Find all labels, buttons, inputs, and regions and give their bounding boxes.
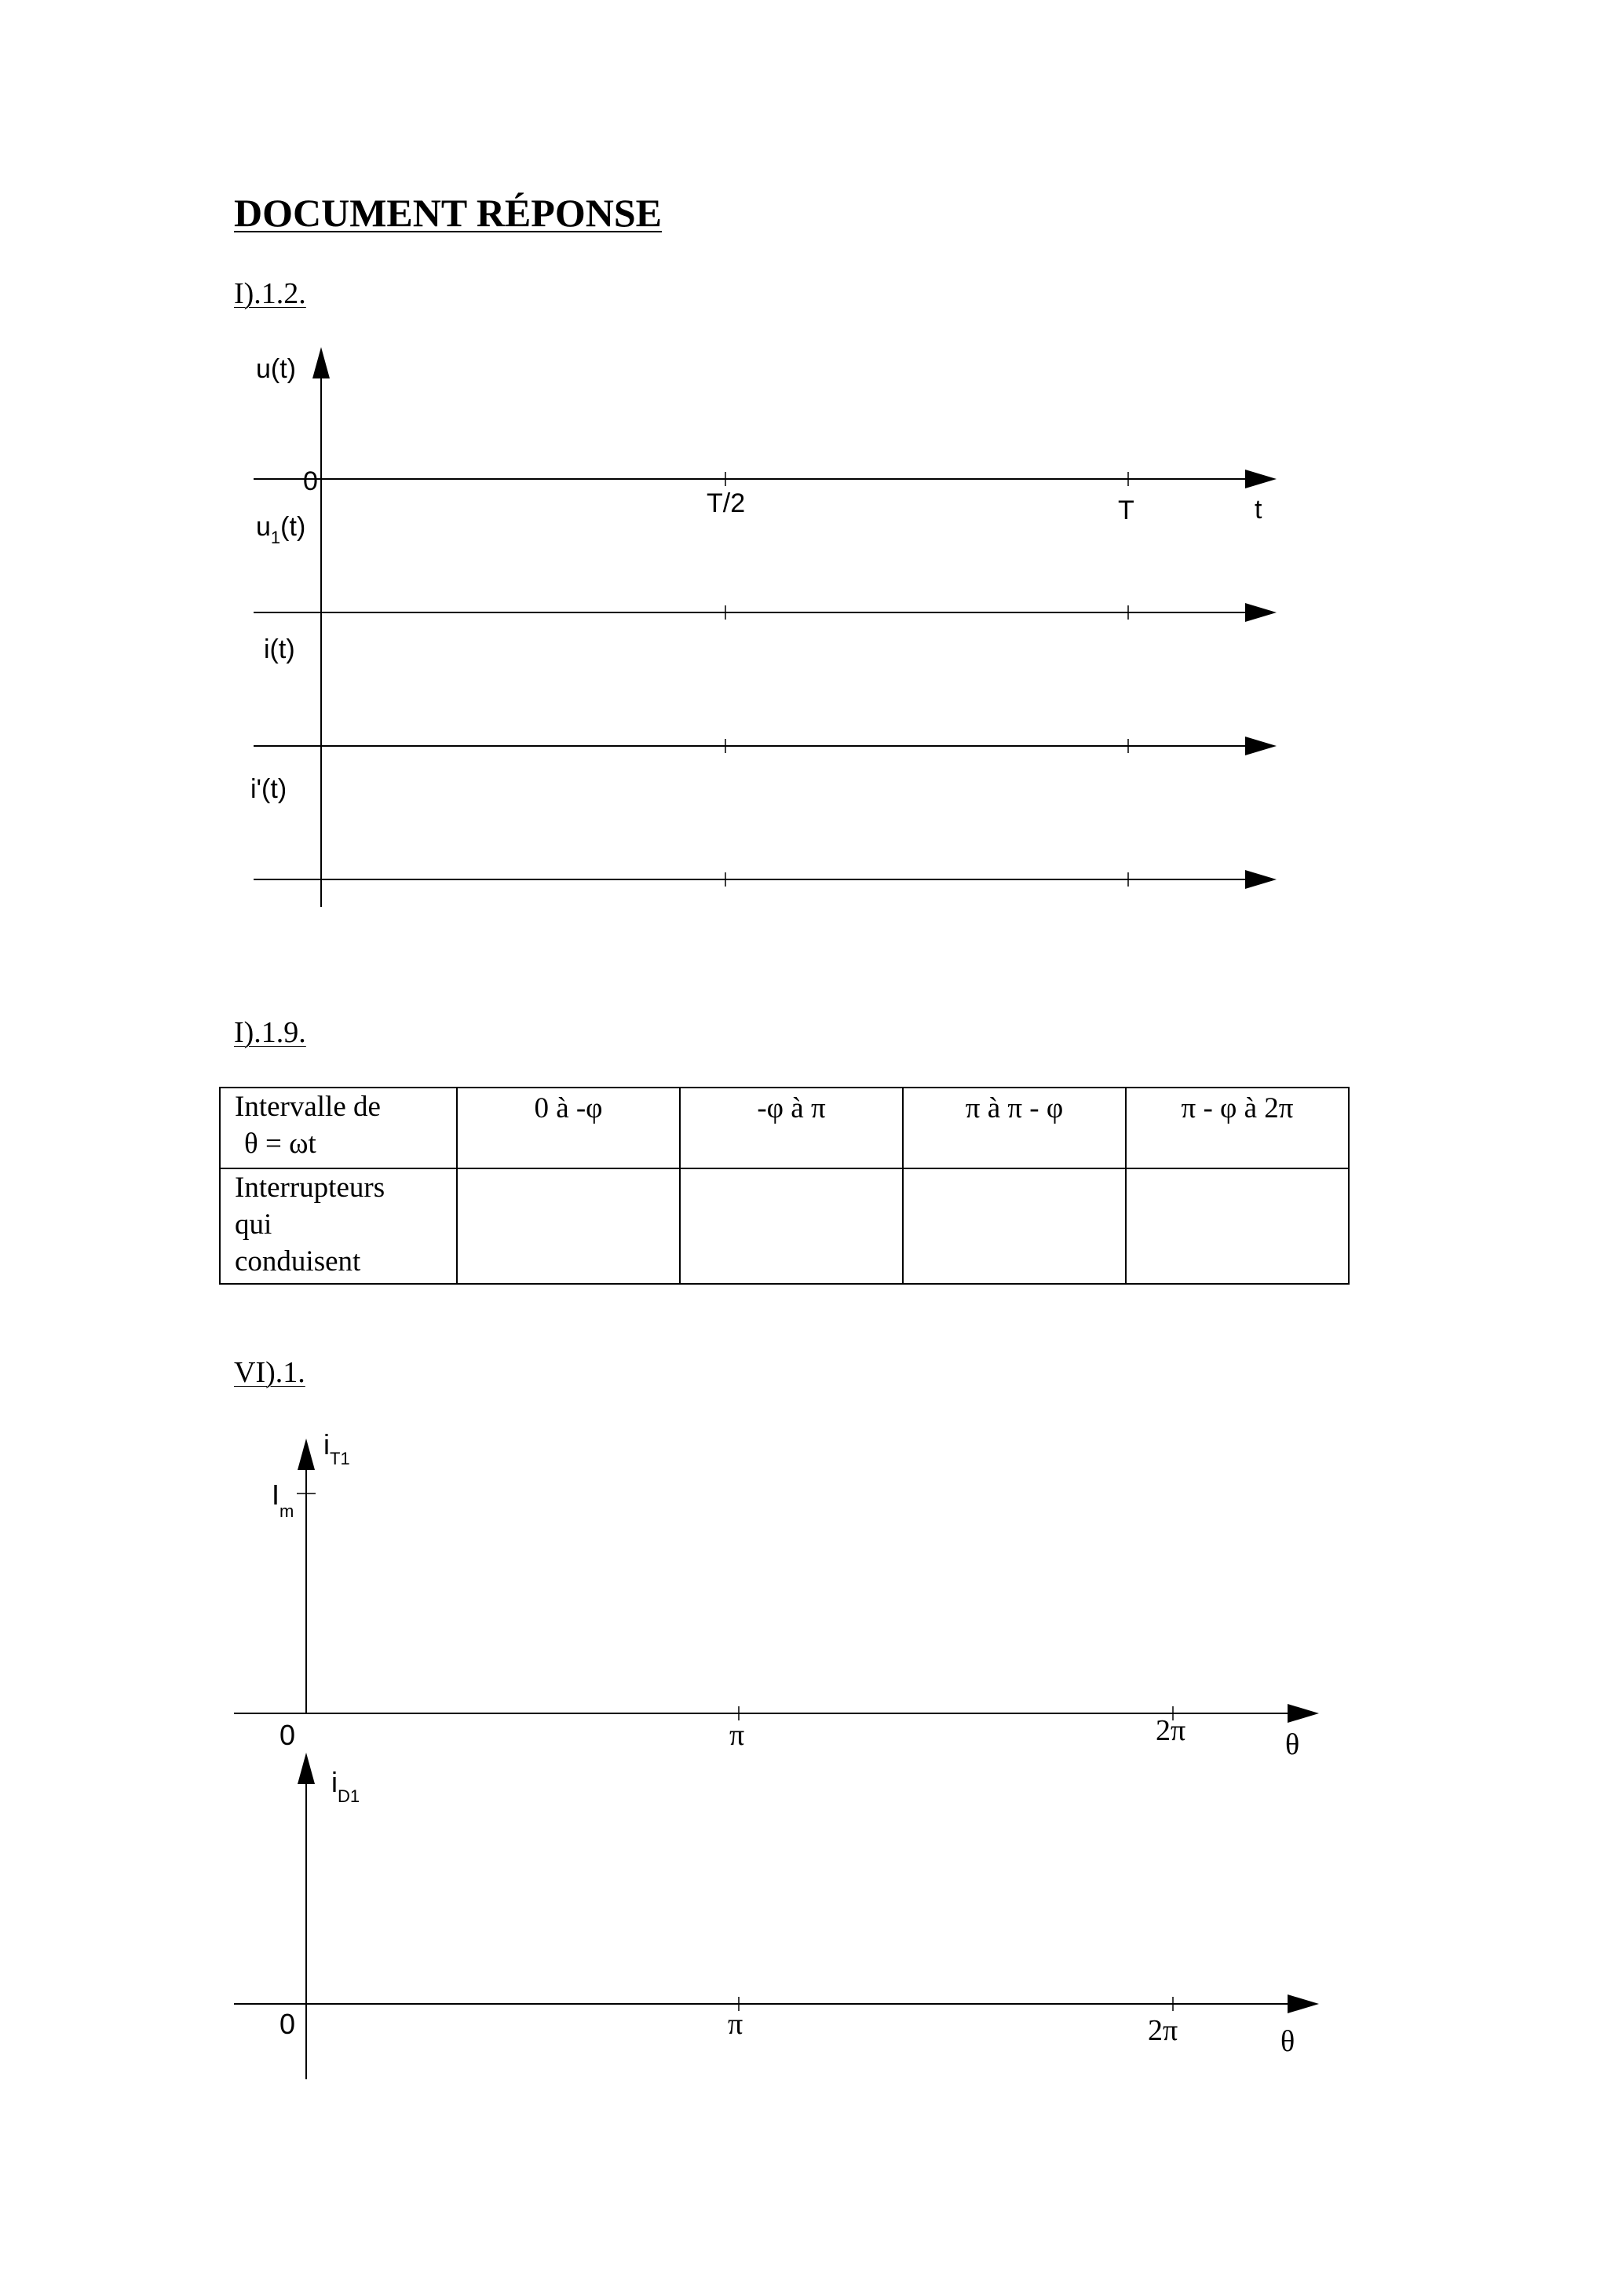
document-title: DOCUMENT RÉPONSE <box>234 191 662 235</box>
half-period-label: T/2 <box>707 488 746 518</box>
id1-theta-arrow <box>1288 1994 1319 2013</box>
two-pi-label-top: 2π <box>1156 1714 1186 1747</box>
it1-theta-arrow <box>1288 1704 1319 1723</box>
switches-header-line1: Interrupteurs <box>235 1172 385 1204</box>
section-heading-vi-1: VI).1. <box>234 1356 305 1389</box>
id1-axis-arrow <box>298 1753 315 1784</box>
zero-label-top: 0 <box>279 1719 296 1751</box>
origin-label: 0 <box>303 466 318 496</box>
theta-label-top: θ <box>1285 1728 1300 1761</box>
interval-cell-1: 0 à -φ <box>457 1088 680 1168</box>
time-label: t <box>1255 495 1262 525</box>
zero-label-bottom: 0 <box>279 2008 296 2040</box>
it1-axis-arrow <box>298 1439 315 1470</box>
period-label: T <box>1118 495 1134 525</box>
theta-label-bottom: θ <box>1280 2025 1295 2058</box>
two-pi-label-bottom: 2π <box>1148 2014 1178 2047</box>
u1-label: $u_1(t)$ <box>256 512 306 547</box>
it1-label: $i_{T1}$ <box>323 1428 350 1468</box>
im-label: $I_m$ <box>272 1479 294 1521</box>
iprime-label: i'(t) <box>250 774 287 804</box>
id1-label: $i_{D1}$ <box>331 1766 360 1806</box>
u-label: u(t) <box>256 354 296 384</box>
pi-label-top: π <box>729 1719 745 1752</box>
interval-header-line2: θ = ωt <box>244 1128 316 1160</box>
interval-cell-2: -φ à π <box>680 1088 903 1168</box>
interval-header-line1: Intervalle de <box>235 1091 381 1123</box>
interval-cell-3: π à π - φ <box>903 1088 1126 1168</box>
switches-header-line2: qui <box>235 1208 272 1241</box>
interval-cell-4: π - φ à 2π <box>1126 1088 1349 1168</box>
section-heading-i-1-9: I).1.9. <box>234 1016 306 1049</box>
i-label: i(t) <box>264 634 295 664</box>
pi-label-bottom: π <box>728 2008 743 2041</box>
section-heading-i-1-2: I).1.2. <box>234 277 306 310</box>
switches-header-line3: conduisent <box>235 1245 361 1278</box>
